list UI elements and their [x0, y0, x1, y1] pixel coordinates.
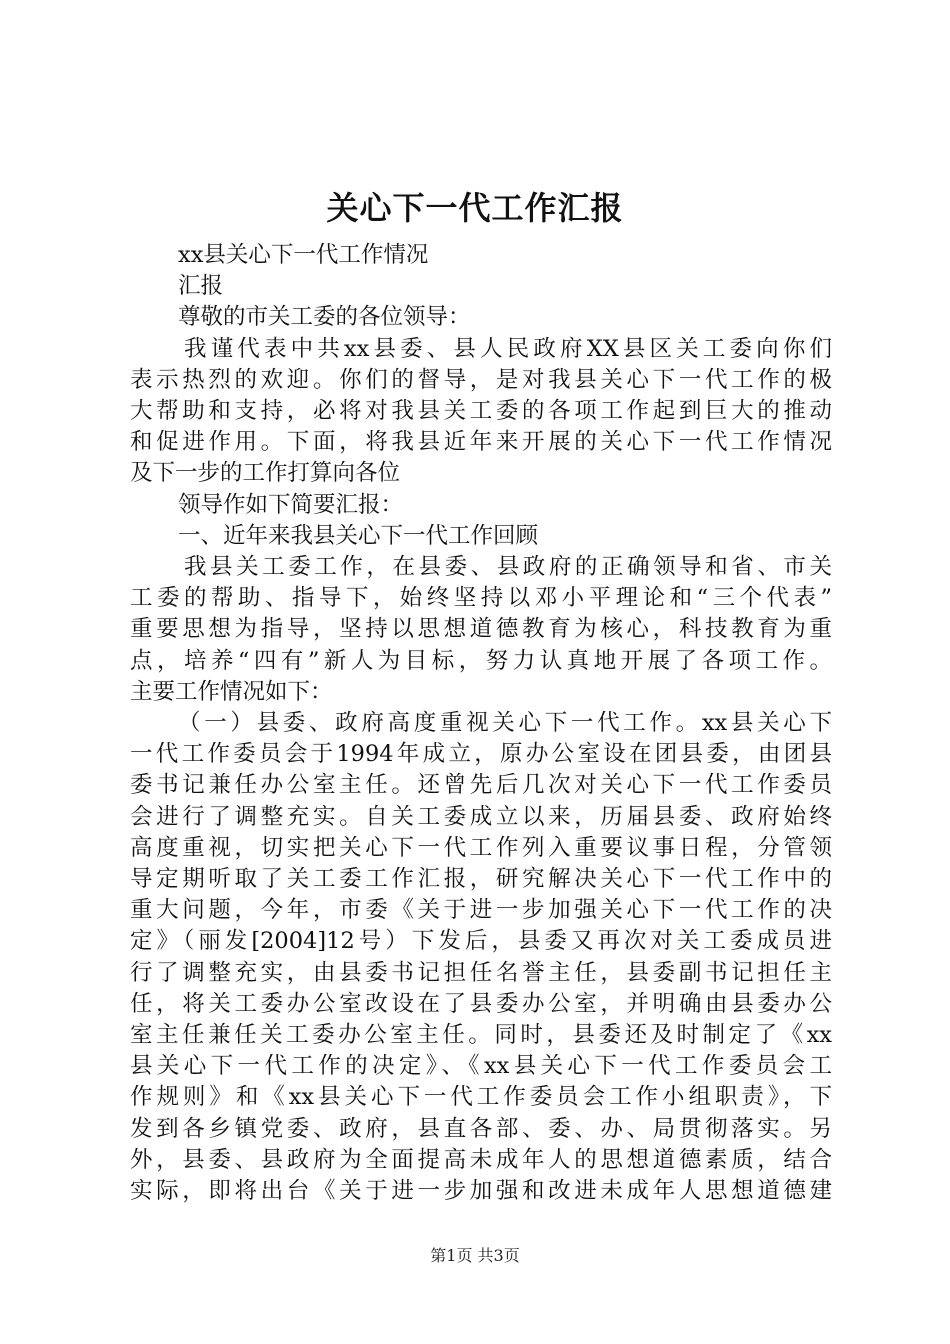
body-line: 重大问题，今年，市委《关于进一步加强关心下一代工作的决 — [130, 897, 832, 924]
document-body — [130, 240, 832, 1207]
body-line: 定》（丽发[2004]12号）下发后，县委又再次对关工委成员进 — [130, 928, 832, 955]
body-line: 导定期听取了关工委工作汇报，研究解决关心下一代工作中的 — [130, 866, 832, 893]
body-line: 任，将关工委办公室改设在了县委办公室，并明确由县委办公 — [130, 990, 832, 1017]
body-line: 外，县委、县政府为全面提高未成年人的思想道德素质，结合 — [130, 1146, 832, 1173]
body-line: 县关心下一代工作的决定》、《xx县关心下一代工作委员会工 — [130, 1053, 832, 1080]
page-number-footer: 第1页 共3页 — [430, 1246, 520, 1265]
document-title: 关心下一代工作汇报 — [326, 189, 624, 227]
body-line: 表示热烈的欢迎。你们的督导，是对我县关心下一代工作的极 — [130, 366, 832, 393]
body-line: 及下一步的工作打算向各位 — [130, 460, 401, 487]
body-line: 实际，即将出台《关于进一步加强和改进未成年人思想道德建 — [130, 1178, 832, 1205]
section-heading: 一、近年来我县关心下一代工作回顾 — [178, 522, 539, 549]
body-line: 主要工作情况如下： — [130, 678, 333, 705]
body-line: xx县关心下一代工作情况 — [178, 242, 429, 268]
body-line: 作规则》和《xx县关心下一代工作委员会工作小组职责》，下 — [130, 1084, 832, 1111]
body-line: 室主任兼任关工委办公室主任。同时，县委还及时制定了《xx — [130, 1022, 832, 1049]
body-line: 行了调整充实，由县委书记担任名誉主任，县委副书记担任主 — [130, 959, 832, 986]
body-line: 领导作如下简要汇报： — [178, 491, 404, 518]
body-line: 我谨代表中共xx县委、县人民政府XX县区关工委向你们 — [184, 335, 832, 362]
body-line: 委书记兼任办公室主任。还曾先后几次对关心下一代工作委员 — [130, 772, 832, 799]
body-line: （一）县委、政府高度重视关心下一代工作。xx县关心下 — [178, 710, 832, 737]
body-line: 汇报 — [178, 273, 224, 300]
body-line: 重要思想为指导，坚持以思想道德教育为核心，科技教育为重 — [130, 616, 832, 643]
body-line: 会进行了调整充实。自关工委成立以来，历届县委、政府始终 — [130, 803, 832, 830]
body-line: 和促进作用。下面，将我县近年来开展的关心下一代工作情况 — [130, 429, 832, 456]
body-line: 点，培养“四有”新人为目标，努力认真地开展了各项工作。 — [130, 647, 832, 674]
body-line: 高度重视，切实把关心下一代工作列入重要议事日程，分管领 — [130, 834, 832, 861]
body-line: 发到各乡镇党委、政府，县直各部、委、办、局贯彻落实。另 — [130, 1115, 832, 1142]
body-line: 我县关工委工作，在县委、县政府的正确领导和省、市关 — [184, 554, 832, 581]
body-line: 一代工作委员会于1994年成立，原办公室设在团县委，由团县 — [130, 741, 832, 768]
body-line: 尊敬的市关工委的各位领导： — [178, 304, 471, 331]
body-line: 大帮助和支持，必将对我县关工委的各项工作起到巨大的推动 — [130, 398, 832, 425]
body-line: 工委的帮助、指导下，始终坚持以邓小平理论和“三个代表” — [130, 585, 832, 612]
